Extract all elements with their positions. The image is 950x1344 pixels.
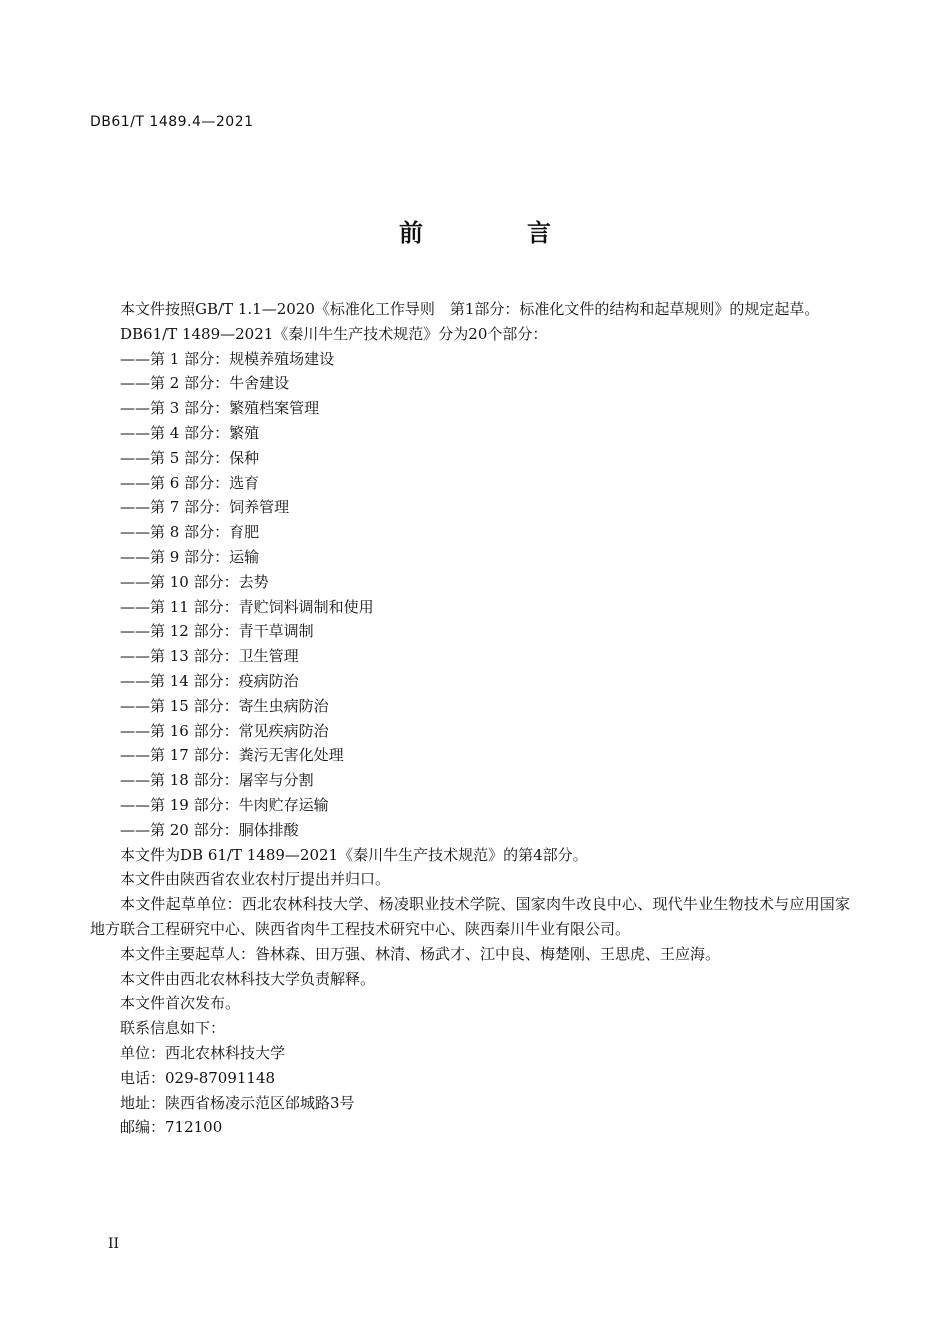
part-item: ——第 17 部分：粪污无害化处理: [120, 746, 344, 765]
part-item: ——第 9 部分：运输: [120, 547, 260, 566]
page-number: II: [108, 1236, 120, 1252]
contact-postcode: 邮编：712100: [120, 1118, 223, 1137]
intro-paragraph: 本文件按照GB/T 1.1—2020《标准化工作导则 第1部分：标准化文件的结构和起草规则》的规定起草。: [120, 300, 820, 318]
part-item: ——第 18 部分：屠宰与分割: [120, 771, 314, 790]
drafters: 本文件主要起草人：昝林森、田万强、林清、杨武才、江中良、梅楚刚、王思虎、王应海。: [120, 944, 721, 963]
first-release-statement: 本文件首次发布。: [120, 994, 241, 1013]
series-intro: DB61/T 1489—2021《秦川牛生产技术规范》分为20个部分：: [120, 324, 548, 343]
part-item: ——第 14 部分：疫病防治: [120, 671, 299, 690]
part-item: ——第 15 部分：寄生虫病防治: [120, 696, 329, 715]
part-item: ——第 8 部分：育肥: [120, 523, 260, 542]
part-item: ——第 7 部分：饲养管理: [120, 498, 290, 517]
foreword-body: [90, 297, 850, 1140]
part-item: ——第 11 部分：青贮饲料调制和使用: [120, 597, 374, 616]
contact-address: 地址：陕西省杨凌示范区邰城路3号: [120, 1093, 355, 1112]
part-item: ——第 16 部分：常见疾病防治: [120, 721, 329, 740]
part-item: ——第 6 部分：选育: [120, 473, 260, 492]
proposer-statement: 本文件由陕西省农业农村厅提出并归口。: [120, 870, 391, 889]
standard-code: DB61/T 1489.4—2021: [90, 114, 254, 130]
part-item: ——第 13 部分：卫生管理: [120, 647, 299, 666]
parts-list: [90, 347, 850, 843]
contact-phone: 电话：029-87091148: [120, 1068, 276, 1087]
part-item: ——第 12 部分：青干草调制: [120, 622, 314, 641]
drafting-units: 本文件起草单位：西北农林科技大学、杨凌职业技术学院、国家肉牛改良中心、现代牛业生物技术与应用国家地方联合工程研究中心、陕西省肉牛工程技术研究中心、陕西秦川牛业有限公司。: [90, 895, 850, 938]
part-item: ——第 3 部分：繁殖档案管理: [120, 399, 320, 418]
part-statement: 本文件为DB 61/T 1489—2021《秦川牛生产技术规范》的第4部分。: [120, 845, 588, 864]
part-item: ——第 19 部分：牛肉贮存运输: [120, 795, 329, 814]
part-item: ——第 10 部分：去势: [120, 572, 269, 591]
page-title: 前 言: [399, 219, 591, 247]
interpretation-statement: 本文件由西北农林科技大学负责解释。: [120, 969, 376, 988]
contact-unit: 单位：西北农林科技大学: [120, 1043, 286, 1062]
part-item: ——第 4 部分：繁殖: [120, 423, 260, 442]
part-item: ——第 20 部分：胴体排酸: [120, 820, 299, 839]
part-item: ——第 5 部分：保种: [120, 448, 260, 467]
part-item: ——第 2 部分：牛舍建设: [120, 374, 290, 393]
part-item: ——第 1 部分：规模养殖场建设: [120, 349, 335, 368]
contact-heading: 联系信息如下：: [120, 1019, 226, 1038]
